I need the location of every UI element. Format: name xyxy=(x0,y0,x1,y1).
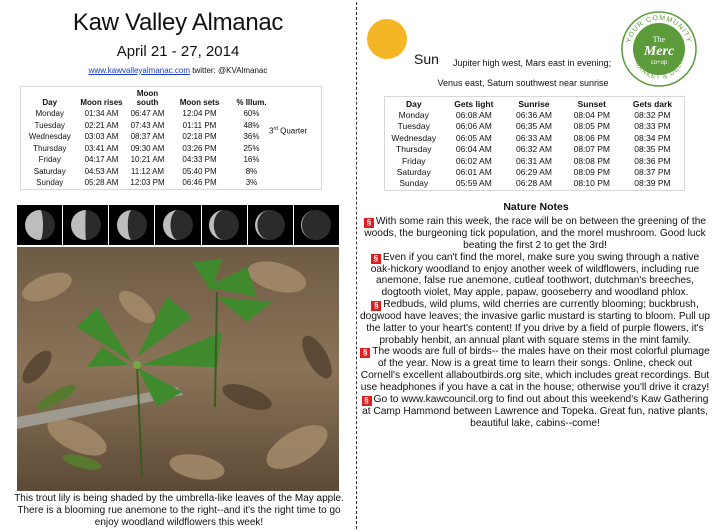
sun-col-gets-light: Gets light xyxy=(454,99,494,109)
sun-table-cell: 08:06 PM xyxy=(573,132,610,143)
sun-table-header xyxy=(385,97,685,111)
moon-table-cell: 01:34 AM xyxy=(84,109,119,118)
moon-table-cell: 03:26 PM xyxy=(182,143,217,153)
moon-table-cell: 09:30 AM xyxy=(130,143,165,153)
photo-caption: This trout lily is being shaded by the umbrella-like leaves of the May apple. There is a blooming rue anemone to the right--and it's the right time to go enjoy woodland wildflowers this week! xyxy=(14,493,344,528)
section-bullet-icon: § xyxy=(364,218,374,228)
moon-table-spacer xyxy=(275,177,322,189)
nature-notes-title: Nature Notes xyxy=(503,201,569,213)
moon-phase-image xyxy=(109,205,154,245)
logo-arc-bottom: MARKET & DELI xyxy=(633,59,685,82)
sun-table-body xyxy=(385,110,685,190)
quarter-word: Quarter xyxy=(277,126,308,136)
sun-col-sunrise: Sunrise xyxy=(518,99,550,109)
moon-table-cell: Tuesday xyxy=(34,120,65,130)
sun-table-cell: Thursday xyxy=(396,144,432,155)
moon-phase-icon xyxy=(161,208,195,242)
moon-table-cell: Thursday xyxy=(33,143,67,153)
moon-table-spacer xyxy=(275,166,322,178)
sun-table-cell: 08:32 PM xyxy=(634,110,671,120)
moon-table-cell: 03:03 AM xyxy=(84,132,119,141)
moon-phase-image xyxy=(248,205,293,245)
sun-table-cell: 06:36 AM xyxy=(515,110,552,120)
trout-lily-photo xyxy=(17,247,339,491)
sun-table-cell: 06:29 AM xyxy=(515,167,552,178)
sun-table-cell: 08:34 PM xyxy=(634,132,671,143)
nature-note-text: With some rain this week, the race will be on between the greening of the woods, the burgeoning tick population, and the morel mushroom. Good luck beating the first 2 to get the 3rd! xyxy=(364,216,707,251)
moon-table xyxy=(20,86,322,190)
sun-col-sunset: Sunset xyxy=(577,99,606,109)
moon-table-body xyxy=(21,108,322,189)
sun-table-cell: 08:05 PM xyxy=(573,121,610,132)
moon-table-cell: 04:53 AM xyxy=(84,166,119,176)
moon-table-cell: 06:46 PM xyxy=(182,178,217,187)
moon-table-cell: 10:21 AM xyxy=(130,155,165,164)
moon-phase-image xyxy=(294,205,339,245)
moon-col-south: Moon south xyxy=(136,89,159,107)
moon-table-cell: Saturday xyxy=(33,166,66,176)
sun-table-cell: 08:09 PM xyxy=(573,167,610,178)
web-links xyxy=(0,66,356,75)
moon-table-cell: 08:37 AM xyxy=(130,132,165,141)
nature-note-text: The woods are full of birds-- the males have on their most colorful plumage of the year. Now is a great time to learn their songs. Online, check out Cornell's excellent allaboutbirds.org site, which includes great recordings. But use headphones if you have a cat in the house; otherwise you'll drive it crazy! xyxy=(360,346,710,393)
moon-table-cell: 05:40 PM xyxy=(182,166,217,176)
moon-phase-icon xyxy=(299,208,333,242)
quarter-note xyxy=(269,126,307,136)
moon-table-cell: 02:18 PM xyxy=(182,132,217,141)
sun-table-cell: 06:06 AM xyxy=(455,121,492,132)
moon-phase-icon xyxy=(69,208,103,242)
nature-note-text: Even if you can't find the morel, make sure you swing through a native oak-hickory woodland to enjoy another week of wildflowers, including rue anemone, false rue anemone, cutleaf toothwort, dutchman's breeches, dogtooth violet, May apple, papaw, gooseberry and woodland phlox. xyxy=(370,251,700,299)
sun-table-cell: Saturday xyxy=(396,167,431,178)
nature-note-text: Go to www.kawcouncil.org to find out about this weekend's Kaw Gathering at Camp Hammond between Lawrence and Topeka. Great fun, native plants, beautiful lake, cabins--come! xyxy=(362,393,709,429)
sun-table-cell: 08:36 PM xyxy=(634,155,671,166)
date-range: April 21 - 27, 2014 xyxy=(116,43,240,60)
moon-table-row xyxy=(21,108,322,120)
moon-table-cell: 12:04 PM xyxy=(182,109,217,118)
moon-table-cell: 02:21 AM xyxy=(84,120,119,130)
sun-table-row xyxy=(385,144,685,155)
moon-phase-image xyxy=(155,205,200,245)
nature-note xyxy=(360,252,710,299)
moon-table-spacer xyxy=(275,108,322,120)
moon-table-cell: 8% xyxy=(245,166,258,176)
section-bullet-icon: § xyxy=(371,254,381,264)
sun-table-cell: 06:04 AM xyxy=(455,144,492,155)
moon-table-cell: 36% xyxy=(243,132,260,141)
sun-table-cell: 06:05 AM xyxy=(455,132,492,143)
sun-table-cell: Wednesday xyxy=(391,132,437,143)
moon-table-spacer xyxy=(275,143,322,155)
moon-table-cell: 48% xyxy=(243,120,260,130)
moon-table-cell: 06:47 AM xyxy=(130,109,165,118)
moon-table-row xyxy=(21,154,322,166)
nature-note xyxy=(360,216,710,252)
moon-table-cell: Monday xyxy=(35,109,64,118)
quarter-number: 3 xyxy=(269,126,274,136)
nature-note xyxy=(360,394,710,430)
sun-table-cell: 08:04 PM xyxy=(573,110,610,120)
sun-table-row xyxy=(385,121,685,132)
moon-table-cell: 25% xyxy=(243,143,260,153)
section-bullet-icon: § xyxy=(362,396,372,406)
sun-table-cell: 05:59 AM xyxy=(455,178,492,189)
sun-table-cell: 06:08 AM xyxy=(455,110,492,120)
sun-col-day: Day xyxy=(405,99,422,109)
section-bullet-icon: § xyxy=(371,301,381,311)
moon-table-header xyxy=(21,87,322,109)
sun-table-cell: 08:37 PM xyxy=(634,167,671,178)
sun-table-cell: 08:39 PM xyxy=(634,178,671,189)
planets-line-2: Venus east, Saturn southwest near sunrise xyxy=(437,78,609,88)
sun-table-cell: Friday xyxy=(401,155,426,166)
merc-coop-logo xyxy=(620,10,698,88)
logo-word-coop: co+op xyxy=(650,60,668,66)
moon-col-rises: Moon rises xyxy=(80,98,123,107)
sun-table-cell: 06:33 AM xyxy=(515,132,552,143)
nature-note xyxy=(360,346,710,393)
sun-table-cell: 06:02 AM xyxy=(455,155,492,166)
nature-note xyxy=(360,299,710,346)
moon-phase-icon xyxy=(115,208,149,242)
moon-phase-image xyxy=(63,205,108,245)
planets-line-1: Jupiter high west, Mars east in evening; xyxy=(453,58,612,68)
nature-notes xyxy=(360,216,710,429)
moon-table-cell: 04:17 AM xyxy=(84,155,119,164)
logo-arc-top: YOUR COMMUNITY xyxy=(625,14,693,44)
moon-phase-image xyxy=(17,205,62,245)
moon-table-cell: 03:41 AM xyxy=(84,143,119,153)
moon-table-row xyxy=(21,166,322,178)
column-divider xyxy=(356,2,357,529)
sun-table-row xyxy=(385,167,685,178)
sun-table-cell: Tuesday xyxy=(397,121,430,132)
moon-table-row xyxy=(21,143,322,155)
moon-table-cell: Sunday xyxy=(36,178,64,187)
website-link[interactable]: www.kawvalleyalmanac.com xyxy=(88,66,191,75)
moon-table-cell: Friday xyxy=(38,155,61,164)
sun-table-cell: 08:10 PM xyxy=(573,178,610,189)
sun-table-row xyxy=(385,178,685,190)
moon-table-spacer xyxy=(275,154,322,166)
moon-phase-strip xyxy=(17,205,339,245)
sun-table-cell: 06:35 AM xyxy=(515,121,552,132)
moon-table-cell: 11:12 AM xyxy=(130,166,165,176)
moon-phase-image xyxy=(202,205,247,245)
moon-table-row xyxy=(21,177,322,189)
sun-table-cell: 06:01 AM xyxy=(455,167,492,178)
moon-table-cell: 01:11 PM xyxy=(182,120,217,130)
sun-table-cell: 08:07 PM xyxy=(573,144,610,155)
moon-lit-portion xyxy=(71,210,86,240)
sun-table-cell: 06:31 AM xyxy=(515,155,552,166)
moon-col-day: Day xyxy=(42,98,58,107)
moon-table-cell: 04:33 PM xyxy=(182,155,217,164)
quarter-suffix: rd xyxy=(273,126,278,132)
moon-table-cell: Wednesday xyxy=(28,132,71,141)
logo-word-the: The xyxy=(652,35,666,44)
moon-col-illum: % Illum. xyxy=(236,98,267,107)
sun-table-row xyxy=(385,156,685,167)
moon-table-cell: 60% xyxy=(243,109,260,118)
sun-table-cell: 06:32 AM xyxy=(515,144,552,155)
section-bullet-icon: § xyxy=(360,348,370,358)
sun-table-cell: Sunday xyxy=(399,178,429,189)
twitter-handle: twitter: @KVAlmanac xyxy=(192,66,268,75)
moon-phase-icon xyxy=(23,208,57,242)
page-title: Kaw Valley Almanac xyxy=(72,9,284,36)
sun-table xyxy=(384,96,685,191)
moon-col-sets: Moon sets xyxy=(179,98,220,107)
moon-phase-icon xyxy=(253,208,287,242)
sun-table-cell: 08:35 PM xyxy=(634,144,671,155)
moon-col-spacer xyxy=(275,87,322,109)
sun-table-row xyxy=(385,133,685,144)
sun-table-cell: 08:33 PM xyxy=(634,121,671,132)
sun-icon xyxy=(365,17,409,61)
sun-table-cell: Monday xyxy=(398,110,429,120)
moon-table-cell: 3% xyxy=(245,178,258,187)
moon-lit-portion xyxy=(25,210,43,240)
moon-phase-icon xyxy=(207,208,241,242)
moon-table-cell: 16% xyxy=(243,155,260,164)
plant-center xyxy=(133,361,141,369)
sun-col-gets-dark: Gets dark xyxy=(632,99,673,109)
logo-word-merc: Merc xyxy=(643,44,675,59)
sun-table-row xyxy=(385,110,685,121)
moon-table-cell: 07:43 AM xyxy=(130,120,165,130)
moon-table-cell: 05:28 AM xyxy=(84,178,119,187)
sun-table-cell: 06:28 AM xyxy=(515,178,552,189)
sun-label: Sun xyxy=(414,51,439,67)
sun-table-cell: 08:08 PM xyxy=(573,155,610,166)
moon-table-cell: 12:03 PM xyxy=(130,178,165,187)
nature-note-text: Redbuds, wild plums, wild cherries are currently blooming; buckbrush, dogwood have leaves; the invasive garlic mustard is starting to bloom. Pull up the latter to your heart's content! If you drive by a field of purple flowers, it's probably henbit, an annual plant with square stems in the mint family. xyxy=(360,298,710,346)
